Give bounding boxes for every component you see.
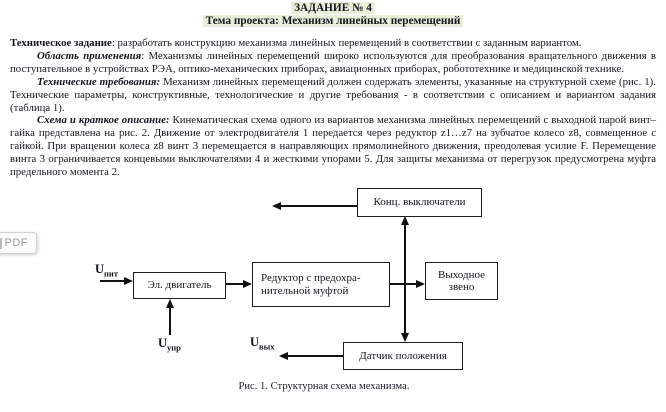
paragraph-application-area [10, 50, 656, 76]
arrow-right-icon [416, 280, 425, 288]
figure-caption: Рис. 1. Структурная схема механизма. [238, 381, 410, 392]
junction-down-line [404, 283, 406, 333]
block-position-sensor: Датчик положения [343, 342, 463, 370]
arrow-down-icon [401, 333, 409, 342]
arrow-left-icon [272, 202, 281, 210]
u-vyh-base: U [250, 335, 260, 349]
arrow-left-icon [279, 352, 288, 360]
label-u-upr [158, 336, 181, 353]
paragraph-text: : разработать конструкцию механизма линейных перемещений в соответствии с заданным вариантом. [111, 37, 582, 49]
paragraph-text: : Механизмы линейных перемещений широко используются для преобразования вращательного движения в поступательное в устройствах РЭА, оптико-механических приборах, авиационных приборах, робототехнике и медицинской технике. [10, 49, 656, 75]
paragraph-lead: Технические требования: [37, 75, 161, 88]
paragraph-technical-requirements [10, 76, 656, 115]
block-output-link: Выходное звено [425, 262, 498, 300]
u-upr-sub: упр [167, 342, 181, 353]
document-body [10, 37, 656, 179]
paragraph-lead: Область применения [37, 49, 142, 62]
arrow-right-icon [124, 277, 133, 285]
block-limit-switches: Конц. выключатели [357, 188, 482, 217]
paragraph-technical-task [10, 37, 656, 50]
u-pit-base: U [95, 262, 105, 276]
junction-up-line [404, 225, 406, 285]
u-vyh-sub: вых [259, 341, 275, 352]
motor-reducer-line [226, 283, 244, 285]
label-u-pit [95, 262, 118, 279]
u-upr-base: U [158, 336, 168, 350]
arrow-up-icon [401, 216, 409, 225]
sensor-output-line [288, 355, 343, 357]
block-motor: Эл. двигатель [133, 272, 226, 299]
project-theme-title [0, 15, 666, 28]
assignment-title [0, 2, 666, 15]
arrow-up-icon [166, 299, 174, 308]
paragraph-lead: Техническое задание [10, 37, 112, 49]
label-u-vyh [250, 335, 275, 352]
assignment-title-text: ЗАДАНИЕ № 4 [291, 2, 375, 14]
paragraph-lead: Схема и краткое описание: [37, 114, 170, 127]
pdf-badge-divider-icon [0, 238, 2, 249]
control-voltage-line [169, 307, 171, 335]
project-theme-text: Тема проекта: Механизм линейных перемещений [203, 15, 464, 27]
document-header [0, 2, 666, 28]
paragraph-scheme-description [10, 114, 656, 179]
u-pit-sub: пит [104, 268, 119, 279]
limit-switch-output-line [281, 205, 357, 207]
pdf-badge-label: PDF [4, 237, 28, 249]
supply-voltage-line [100, 280, 126, 282]
pdf-badge-button[interactable] [0, 232, 37, 254]
block-reducer: Редуктор с предохра-нительной муфтой [252, 262, 390, 307]
paragraph-text: Кинематическая схема одного из вариантов механизма линейных перемещений с выходной парой винт–гайка представлена на рис. 2. Движение от электродвигателя 1 передается через редуктор z1…z7 на зубчатое колесо z8, совмещенное с гайкой. При вращении колеса z8 винт 3 перемещается в направляющих прямолинейного движения, преодолевая усилие F. Перемещение винта 3 ограничивается концевыми выключателями 4 и жесткими упорами 5. Для защиты механизма от перегрузок предусмотрена муфта предельного момента 2. [10, 114, 656, 179]
paragraph-text: Механизм линейных перемещений должен содержать элементы, указанные на структурной схеме (рис. 1). Технические параметры, конструктивные, технологические и другие требования - в соответствии с описанием и вариантом задания (таблица 1). [10, 75, 656, 114]
arrow-right-icon [243, 280, 252, 288]
